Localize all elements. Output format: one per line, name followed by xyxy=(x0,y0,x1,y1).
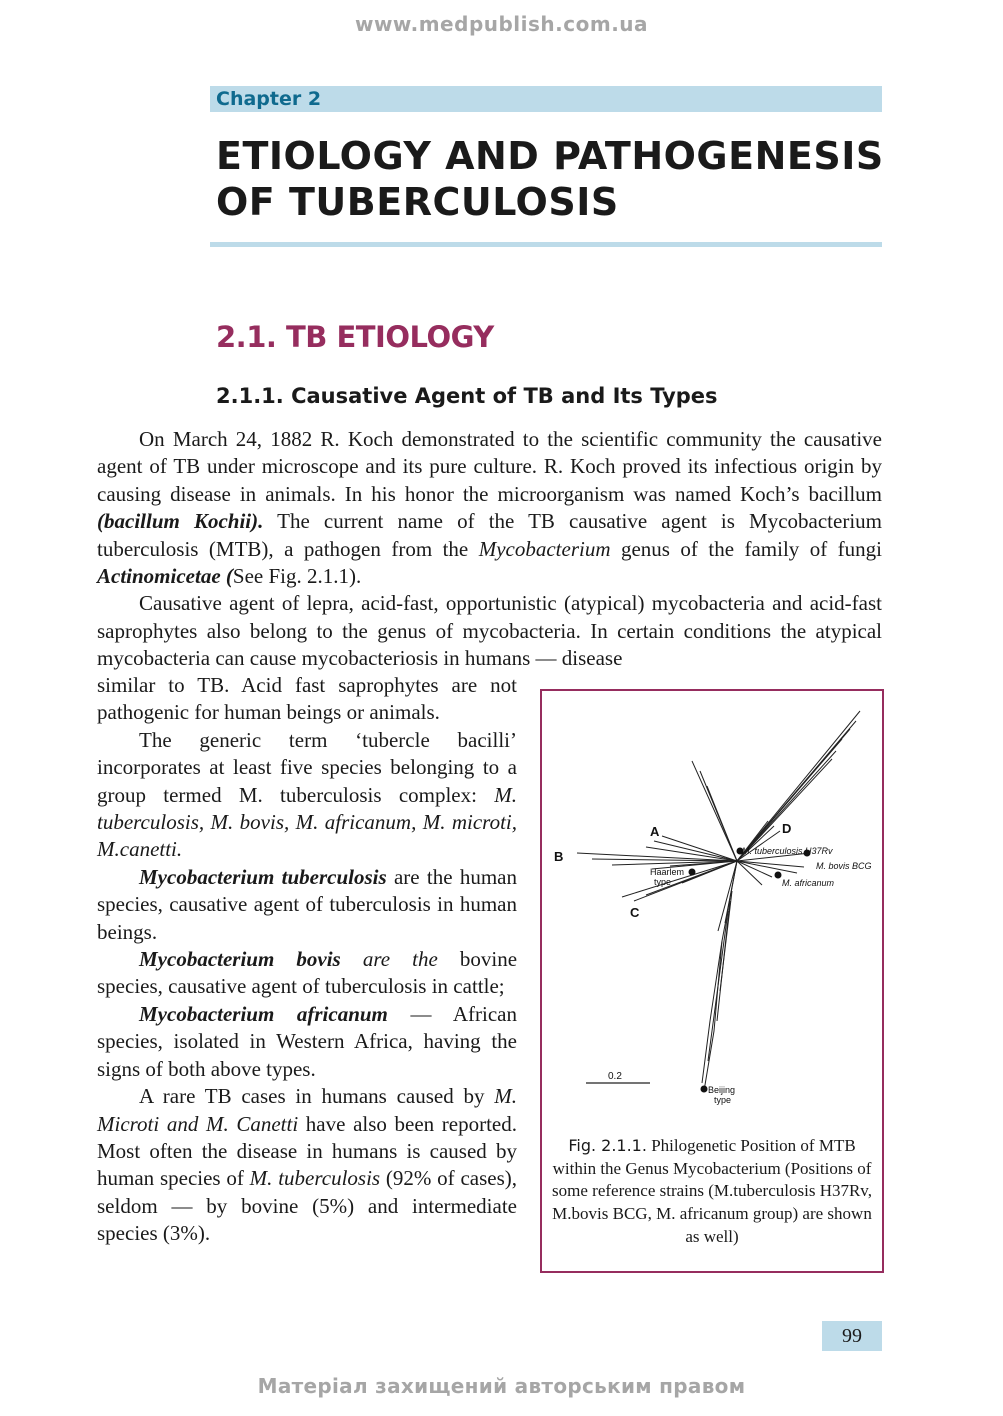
section-title: 2.1. TB ETIOLOGY xyxy=(216,320,494,354)
p6-species: Mycobacterium africanum xyxy=(139,1001,388,1026)
chapter-title-line2: OF TUBERCULOSIS xyxy=(216,180,619,224)
subsection-title: 2.1.1. Causative Agent of TB and Its Types xyxy=(216,384,718,408)
label-haarlem-1: Haarlem xyxy=(650,867,685,877)
p7-species-2: M. tuberculosis xyxy=(249,1166,381,1191)
p7-text-a: A rare TB cases in humans caused by xyxy=(139,1084,495,1109)
chapter-title xyxy=(216,133,884,225)
page-number: 99 xyxy=(822,1321,882,1351)
p4-text: are the human species, causative agent of tuberculosis in human beings. xyxy=(97,864,517,944)
caption-label: Fig. 2.1.1. xyxy=(568,1136,647,1155)
p1-family: Actinomicetae ( xyxy=(97,564,233,589)
tree-branches xyxy=(577,711,860,1091)
chapter-title-line1: ETIOLOGY AND PATHOGENESIS xyxy=(216,134,884,178)
p1-text-c: The current name of the TB causative agent is Mycobacterium tuberculosis (MTB), a pathogen from the xyxy=(97,509,882,561)
label-beijing-1: Beijing xyxy=(708,1085,736,1095)
label-beijing-2: type xyxy=(714,1095,732,1105)
paragraph-7 xyxy=(97,1083,517,1247)
clade-label-b: B xyxy=(554,849,564,864)
paragraph-3 xyxy=(97,727,517,864)
figure-box xyxy=(540,689,884,1273)
p7-text-e: (92% of cases), seldom — by bovine (5%) and intermediate species (3%). xyxy=(97,1166,517,1246)
phylogenetic-tree xyxy=(542,691,882,1131)
p1-text-a: On March 24, 1882 R. Koch demonstrated to the scientific community the causative agent of TB under microscope and its pure culture. R. Koch proved its infectious origin by causing disease in animals. In his honor the microorganism was named Koch’s bacillum xyxy=(97,427,882,506)
paragraph-4 xyxy=(97,864,517,946)
p5-species: Mycobacterium bovis xyxy=(139,947,341,972)
clade-label-d: D xyxy=(782,821,792,836)
paragraph-1 xyxy=(97,426,882,590)
p4-species: Mycobacterium tuberculosis xyxy=(139,864,387,889)
scale-label: 0.2 xyxy=(608,1071,622,1082)
paragraph-2: Causative agent of lepra, acid-fast, opportunistic (atypical) mycobacteria and acid-fast saprophytes also belong to the genus of mycobacteria. In certain conditions the atypical mycobacteria can cause mycobacteriosis in humans — disease xyxy=(97,591,882,671)
figure-caption xyxy=(552,1135,872,1249)
paragraph-2-continued: similar to TB. Acid fast saprophytes are not pathogenic for human beings or animals. xyxy=(97,673,517,725)
clade-label-a: A xyxy=(650,824,660,839)
label-bcg: M. bovis BCG xyxy=(816,861,872,871)
p7-text-c: have also been reported. Most often the disease in humans is caused by human species of xyxy=(97,1111,517,1191)
site-watermark: www.medpublish.com.ua xyxy=(354,12,649,36)
p1-bold-latin: (bacillum Kochii). xyxy=(97,509,264,534)
p5-text: bovine species, causative agent of tuberculosis in cattle; xyxy=(97,947,518,999)
title-rule xyxy=(210,242,882,247)
p3-text: The generic term ‘tubercle bacilli’ incorporates at least five species belonging to a group termed M. tuberculosis complex: xyxy=(97,727,517,807)
label-haarlem-2: type xyxy=(654,877,672,887)
caption-text: Philogenetic Position of MTB within the Genus Mycobacterium (Positions of some reference strains (M.tuberculosis H37Rv, M.bovis BCG, M. africanum group) are shown as well) xyxy=(552,1136,872,1246)
p1-text-e: genus of the family of fungi xyxy=(610,536,883,561)
label-africanum: M. africanum xyxy=(782,878,835,888)
p5-italic: are the xyxy=(340,947,438,972)
p1-genus: Mycobacterium xyxy=(478,536,611,561)
paragraph-6 xyxy=(97,1001,517,1083)
copyright-footer: Матеріал захищений авторським правом xyxy=(257,1374,746,1398)
body-text-column xyxy=(97,672,517,1248)
chapter-label: Chapter 2 xyxy=(216,88,322,110)
p3-species-list: M. tuberculosis, M. bovis, M. africanum, M. microti, M.canetti. xyxy=(97,782,517,862)
label-h37rv: M. tuberculosis H37Rv xyxy=(742,846,833,856)
p6-text: — African species, isolated in Western Africa, having the signs of both above types. xyxy=(97,1001,517,1081)
p1-figref: See Fig. 2.1.1). xyxy=(232,564,362,589)
paragraph-5 xyxy=(97,946,517,1001)
clade-label-c: C xyxy=(630,905,640,920)
body-text-full xyxy=(97,426,882,673)
p7-species: M. Microti and M. Canetti xyxy=(97,1084,517,1136)
